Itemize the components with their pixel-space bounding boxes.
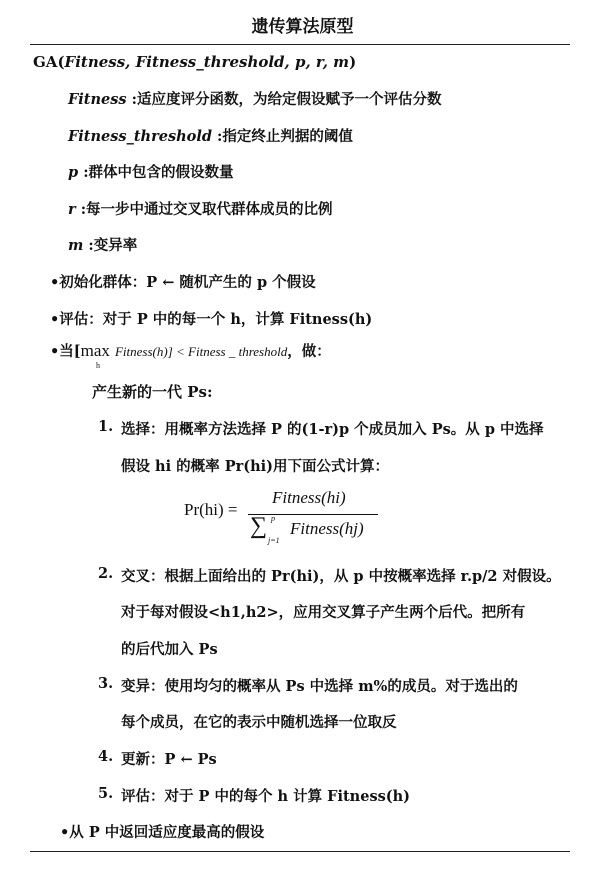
step-2-line-1: 交叉：根据上面给出的 Pr(hi)，从 p 中按概率选择 r.p/2 对假设。 <box>121 568 561 585</box>
bullet-final: •从 P 中返回适应度最高的假设 <box>60 824 265 841</box>
step-2-line-2: 对于每对假设<h1,h2>，应用交叉算子产生两个后代。把所有 <box>121 604 526 621</box>
bullet-init: •初始化群体：P ← 随机产生的 p 个假设 <box>50 274 316 291</box>
bullet-loop: •当[max h Fitness(h)] < Fitness _ threshold，做： <box>50 341 331 370</box>
step-3-line-2: 每个成员，在它的表示中随机选择一位取反 <box>121 714 397 731</box>
bottom-rule <box>30 851 570 852</box>
param-fitness: Fitness :适应度评分函数，为给定假设赋予一个评估分数 <box>68 91 442 108</box>
max-subscript: h <box>96 361 100 370</box>
step-1-line-2: 假设 hi 的概率 Pr(hi)用下面公式计算： <box>121 458 390 475</box>
signature: GA(Fitness, Fitness_threshold, p, r, m) <box>33 53 357 71</box>
sum-upper: p <box>271 514 275 523</box>
bullet-eval: •评估：对于 P 中的每一个 h，计算 Fitness(h) <box>50 311 373 328</box>
max-operator: max <box>80 341 110 360</box>
step-5-line-1: 评估：对于 P 中的每个 h 计算 Fitness(h) <box>121 788 411 805</box>
param-m: m :变异率 <box>68 237 138 254</box>
formula-lhs: Pr(hi) = <box>184 500 238 519</box>
page-title: 遗传算法原型 <box>251 17 354 37</box>
step-3-num: 3. <box>98 675 114 692</box>
formula-denominator: Fitness(hj) <box>290 519 364 538</box>
sum-symbol: ∑ <box>250 513 268 539</box>
step-1-num: 1. <box>98 418 114 435</box>
formula-numerator: Fitness(hi) <box>272 488 346 507</box>
step-4-line-1: 更新：P ← Ps <box>121 751 217 768</box>
step-4-num: 4. <box>98 748 114 765</box>
step-3-line-1: 变异：使用均匀的概率从 Ps 中选择 m%的成员。对于选出的 <box>121 678 518 695</box>
fraction-bar <box>248 514 378 515</box>
step-1-line-1: 选择：用概率方法选择 P 的(1-r)p 个成员加入 Ps。从 p 中选择 <box>121 421 544 438</box>
param-p: p :群体中包含的假设数量 <box>68 164 234 181</box>
step-5-num: 5. <box>98 785 114 802</box>
param-fitness-threshold: Fitness_threshold :指定终止判据的阈值 <box>68 128 353 145</box>
step-2-line-3: 的后代加入 Ps <box>121 641 218 658</box>
step-2-num: 2. <box>98 565 114 582</box>
param-r: r :每一步中通过交叉取代群体成员的比例 <box>68 201 333 218</box>
sum-lower: j=1 <box>268 536 280 545</box>
top-rule <box>30 44 570 45</box>
generate-heading: 产生新的一代 Ps: <box>92 383 213 401</box>
